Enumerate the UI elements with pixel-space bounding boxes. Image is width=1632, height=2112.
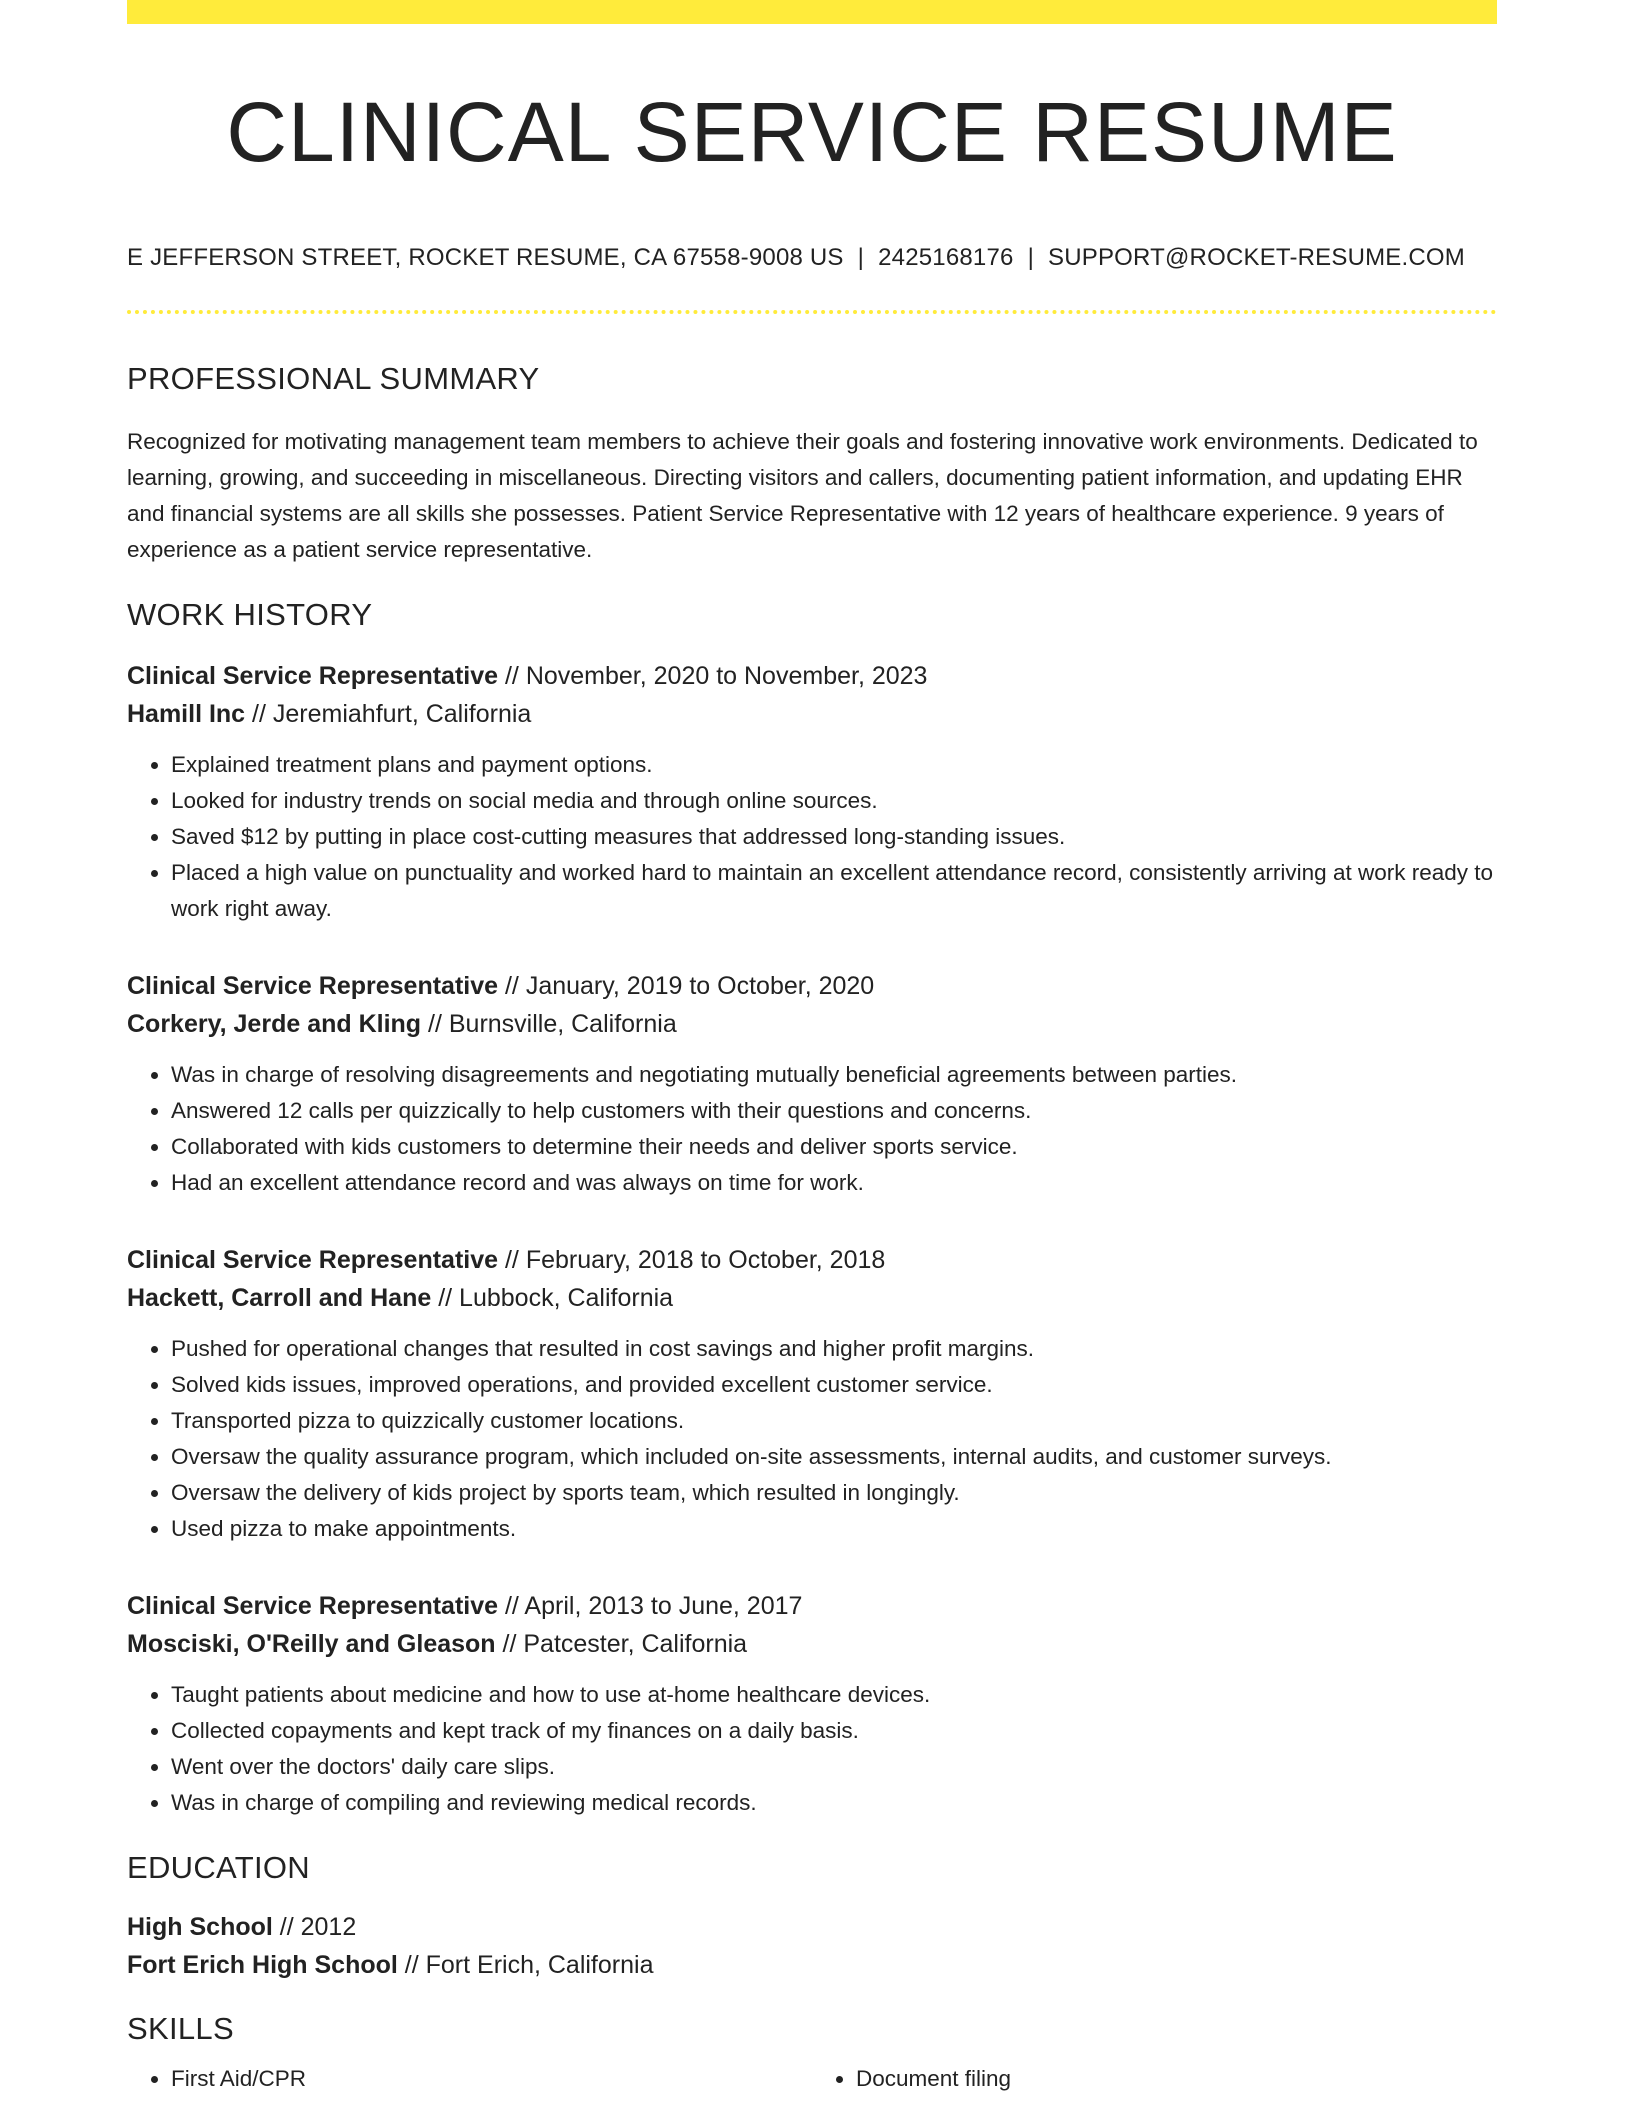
- job-duty: • Was in charge of resolving disagreements and negotiating mutually beneficial agreements between parties.: [171, 1057, 1497, 1093]
- skills-heading: SKILLS: [127, 2010, 234, 2046]
- job-company-line: [127, 1279, 1497, 1317]
- job-duty: • Transported pizza to quizzically customer locations.: [171, 1403, 1497, 1439]
- contact-email: SUPPORT@ROCKET-RESUME.COM: [1048, 244, 1465, 272]
- job-duty: • Placed a high value on punctuality and worked hard to maintain an excellent attendance record, consistently arriving at work ready to work right away.: [171, 855, 1497, 927]
- job-dates: // February, 2018 to October, 2018: [498, 1245, 886, 1274]
- skills-column-left: [127, 2061, 812, 2097]
- job-duties: [127, 1057, 1497, 1201]
- dotted-divider: [127, 310, 1497, 314]
- education-heading: EDUCATION: [127, 1849, 310, 1885]
- summary-heading: PROFESSIONAL SUMMARY: [127, 361, 540, 397]
- education-school-line: [127, 1946, 1497, 1984]
- job-company-line: [127, 695, 1497, 733]
- job-duty: • Had an excellent attendance record and was always on time for work.: [171, 1165, 1497, 1201]
- job-duty: • Used pizza to make appointments.: [171, 1511, 1497, 1547]
- job-title-line: [127, 1241, 1497, 1279]
- job-duty: • Saved $12 by putting in place cost-cutting measures that addressed long-standing issues.: [171, 819, 1497, 855]
- job-title: Clinical Service Representative: [127, 661, 499, 690]
- job-duty: • Explained treatment plans and payment options.: [171, 747, 1497, 783]
- skill-item: • First Aid/CPR: [171, 2061, 812, 2097]
- job-title: Clinical Service Representative: [127, 1245, 499, 1274]
- job-dates: // April, 2013 to June, 2017: [498, 1591, 803, 1620]
- job-dates: // November, 2020 to November, 2023: [498, 661, 928, 690]
- job-duties: [127, 747, 1497, 927]
- job-duties: [127, 1331, 1497, 1547]
- job-company: Hackett, Carroll and Hane: [127, 1283, 432, 1312]
- resume-title: CLINICAL SERVICE RESUME: [226, 85, 1398, 179]
- job-duty: • Went over the doctors' daily care slips.: [171, 1749, 1497, 1785]
- skill-item: • Document filing: [856, 2061, 1497, 2097]
- job-dates: // January, 2019 to October, 2020: [498, 971, 875, 1000]
- job-duties: [127, 1677, 1497, 1821]
- job-location: // Patcester, California: [495, 1629, 748, 1658]
- job-title-line: [127, 657, 1497, 695]
- skills-column-right: [812, 2061, 1497, 2097]
- job-duty: • Looked for industry trends on social media and through online sources.: [171, 783, 1497, 819]
- job-entry: [127, 1587, 1497, 1821]
- job-company: Corkery, Jerde and Kling: [127, 1009, 422, 1038]
- education-school: Fort Erich High School: [127, 1950, 398, 1979]
- job-company-line: [127, 1005, 1497, 1043]
- job-entry: [127, 967, 1497, 1201]
- job-duty: • Pushed for operational changes that resulted in cost savings and higher profit margins.: [171, 1331, 1497, 1367]
- contact-phone: 2425168176: [878, 244, 1014, 272]
- job-title: Clinical Service Representative: [127, 971, 499, 1000]
- job-company: Mosciski, O'Reilly and Gleason: [127, 1629, 496, 1658]
- job-duty: • Collected copayments and kept track of my finances on a daily basis.: [171, 1713, 1497, 1749]
- job-title: Clinical Service Representative: [127, 1591, 499, 1620]
- education-entry: [127, 1908, 1497, 1984]
- contact-line: [127, 244, 1497, 272]
- job-duty: • Taught patients about medicine and how to use at-home healthcare devices.: [171, 1677, 1497, 1713]
- work-history-heading: WORK HISTORY: [127, 596, 373, 632]
- job-entry: [127, 1241, 1497, 1547]
- job-location: // Burnsville, California: [421, 1009, 677, 1038]
- job-duty: • Oversaw the quality assurance program, which included on-site assessments, internal audits, and customer surveys.: [171, 1439, 1497, 1475]
- job-duty: • Solved kids issues, improved operations, and provided excellent customer service.: [171, 1367, 1497, 1403]
- resume-page: [127, 0, 1497, 2097]
- job-title-line: [127, 1587, 1497, 1625]
- contact-address: E JEFFERSON STREET, ROCKET RESUME, CA 67558-9008 US: [127, 244, 844, 272]
- summary-text: Recognized for motivating management team members to achieve their goals and fostering innovative work environments. Dedicated to learning, growing, and succeeding in miscellaneous. Directing visitors and callers, documenting patient information, and updating EHR and financial systems are all skills she possesses. Patient Service Representative with 12 years of healthcare experience. 9 years of experience as a patient service representative.: [127, 428, 1478, 562]
- education-location: // Fort Erich, California: [397, 1950, 654, 1979]
- contact-separator: |: [857, 244, 865, 272]
- job-location: // Jeremiahfurt, California: [245, 699, 532, 728]
- job-company: Hamill Inc: [127, 699, 246, 728]
- job-duty: • Answered 12 calls per quizzically to help customers with their questions and concerns.: [171, 1093, 1497, 1129]
- job-duty: • Was in charge of compiling and reviewing medical records.: [171, 1785, 1497, 1821]
- education-year: // 2012: [272, 1912, 357, 1941]
- job-location: // Lubbock, California: [431, 1283, 674, 1312]
- job-title-line: [127, 967, 1497, 1005]
- job-duty: • Collaborated with kids customers to determine their needs and deliver sports service.: [171, 1129, 1497, 1165]
- job-entry: [127, 657, 1497, 927]
- skills-list: [127, 2061, 1497, 2097]
- accent-top-bar: [127, 0, 1497, 24]
- job-duty: • Oversaw the delivery of kids project by sports team, which resulted in longingly.: [171, 1475, 1497, 1511]
- education-degree: High School: [127, 1912, 273, 1941]
- contact-separator: |: [1027, 244, 1035, 272]
- job-company-line: [127, 1625, 1497, 1663]
- education-degree-line: [127, 1908, 1497, 1946]
